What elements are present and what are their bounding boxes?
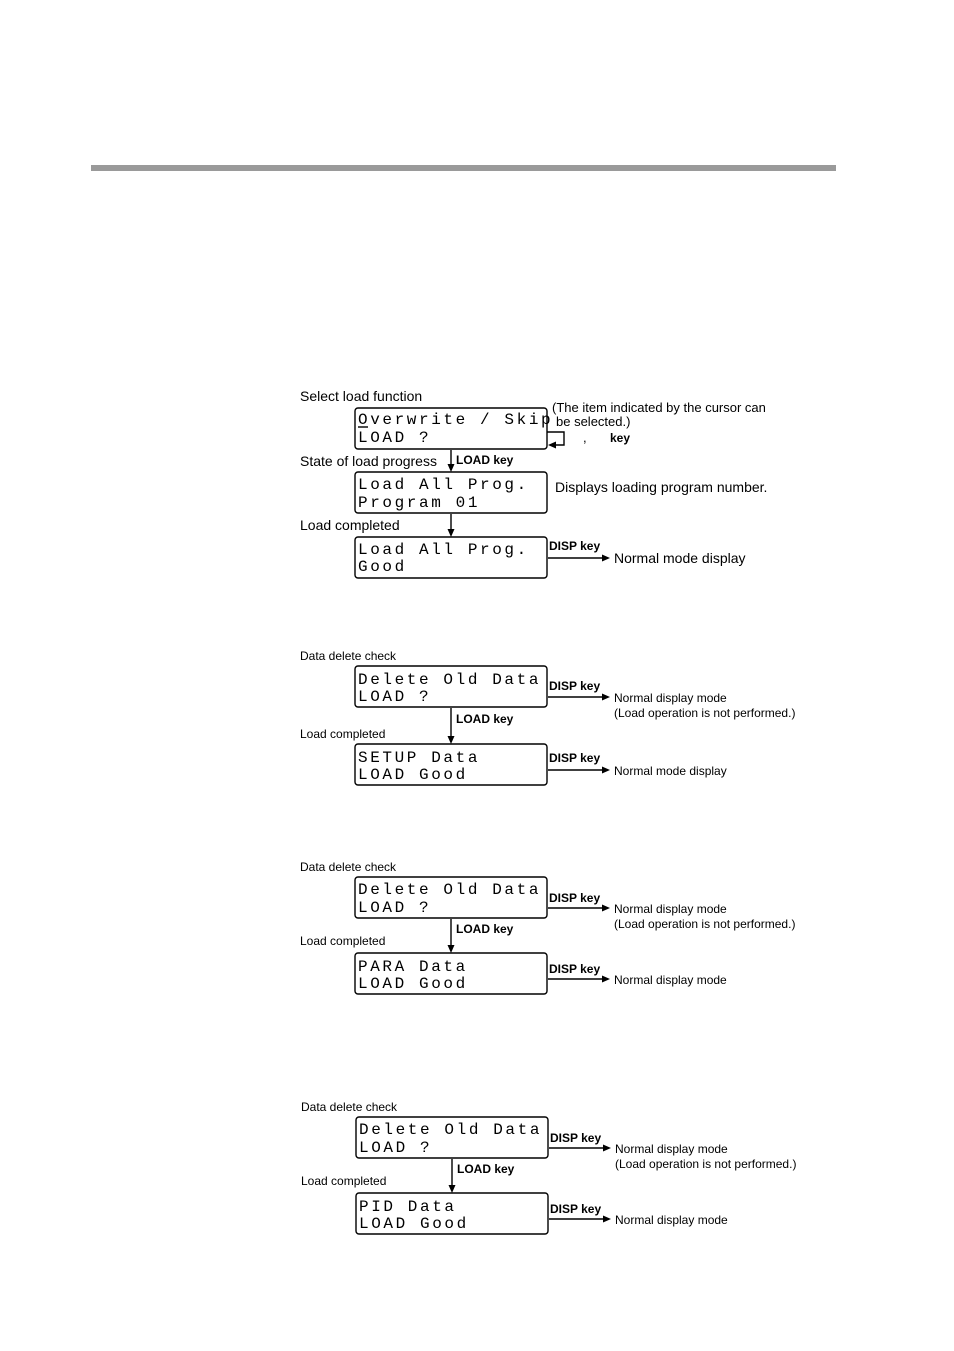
load-key-label: LOAD key [456, 922, 514, 936]
arrow-down-head [448, 464, 455, 472]
lcd-line1: SETUP Data [358, 749, 481, 767]
exit-text: Normal display mode [615, 1213, 728, 1227]
exit-text: Normal display mode [615, 1142, 728, 1156]
arrow-right-head [602, 905, 610, 912]
lcd-line2: LOAD Good [358, 975, 468, 993]
arrow-right-head [603, 1145, 611, 1152]
lcd-line1: Delete Old Data [358, 671, 542, 689]
disp-key-label: DISP key [549, 751, 601, 765]
exit-note: (Load operation is not performed.) [615, 1157, 797, 1171]
exit-text: Normal mode display [614, 550, 746, 566]
step-label: Select load function [300, 388, 423, 404]
exit-note: (Load operation is not performed.) [614, 706, 796, 720]
section-setup-data [300, 649, 795, 785]
arrow-down-head [448, 945, 455, 953]
lcd-line2: LOAD ? [359, 1139, 433, 1157]
lcd-line1: Delete Old Data [358, 881, 542, 899]
progress-label: State of load progress [300, 453, 437, 469]
lcd-line1: Load All Prog. [358, 541, 529, 559]
arrow-right-head [602, 555, 610, 562]
arrow-right-head [602, 694, 610, 701]
check-label: Data delete check [300, 860, 397, 874]
disp-key-label: DISP key [550, 1202, 602, 1216]
load-key-label: LOAD key [457, 1162, 515, 1176]
lcd-line1: Load All Prog. [358, 476, 529, 494]
check-label: Data delete check [301, 1100, 398, 1114]
lcd-line2: LOAD Good [358, 766, 468, 784]
exit-note: (Load operation is not performed.) [614, 917, 796, 931]
progress-note: Displays loading program number. [555, 479, 768, 495]
cursor-key-label: key [610, 431, 631, 445]
section-load-all-programs [300, 388, 767, 578]
lcd-line2: Good [358, 558, 407, 576]
arrow-right-head [602, 767, 610, 774]
completed-label: Load completed [300, 934, 386, 948]
lcd-line2: Program 01 [358, 494, 481, 512]
arrow-down-head [448, 736, 455, 744]
arrow-down-head [449, 1185, 456, 1193]
load-key-label: LOAD key [456, 712, 514, 726]
disp-key-label: DISP key [550, 1131, 602, 1145]
disp-key-label: DISP key [549, 891, 601, 905]
lcd-line1: PARA Data [358, 958, 468, 976]
header-rule [91, 165, 836, 171]
section-pid-data [301, 1100, 796, 1234]
check-label: Data delete check [300, 649, 397, 663]
exit-text: Normal display mode [614, 902, 727, 916]
exit-text: Normal display mode [614, 691, 727, 705]
lcd-line2: LOAD ? [358, 688, 432, 706]
disp-key-label: DISP key [549, 539, 601, 553]
cursor-note-2: be selected.) [556, 414, 631, 429]
lcd-line2: LOAD Good [359, 1215, 469, 1233]
arrow-down-head [448, 529, 455, 537]
cursor-key-separator: , [583, 430, 587, 445]
disp-key-label: DISP key [549, 962, 601, 976]
lcd-line2: LOAD ? [358, 429, 432, 447]
cursor-loop-arrowhead [548, 442, 556, 449]
completed-label: Load completed [300, 727, 386, 741]
lcd-line1: PID Data [359, 1198, 457, 1216]
lcd-line2: LOAD ? [358, 899, 432, 917]
completed-label: Load completed [300, 517, 400, 533]
lcd-line1: Overwrite / Skip [358, 411, 554, 429]
completed-label: Load completed [301, 1174, 387, 1188]
load-key-label: LOAD key [456, 453, 514, 467]
section-para-data [300, 860, 795, 994]
arrow-right-head [603, 1216, 611, 1223]
disp-key-label: DISP key [549, 679, 601, 693]
exit-text: Normal mode display [614, 764, 727, 778]
cursor-note: (The item indicated by the cursor can [552, 400, 766, 415]
exit-text: Normal display mode [614, 973, 727, 987]
arrow-right-head [602, 976, 610, 983]
lcd-line1: Delete Old Data [359, 1121, 543, 1139]
